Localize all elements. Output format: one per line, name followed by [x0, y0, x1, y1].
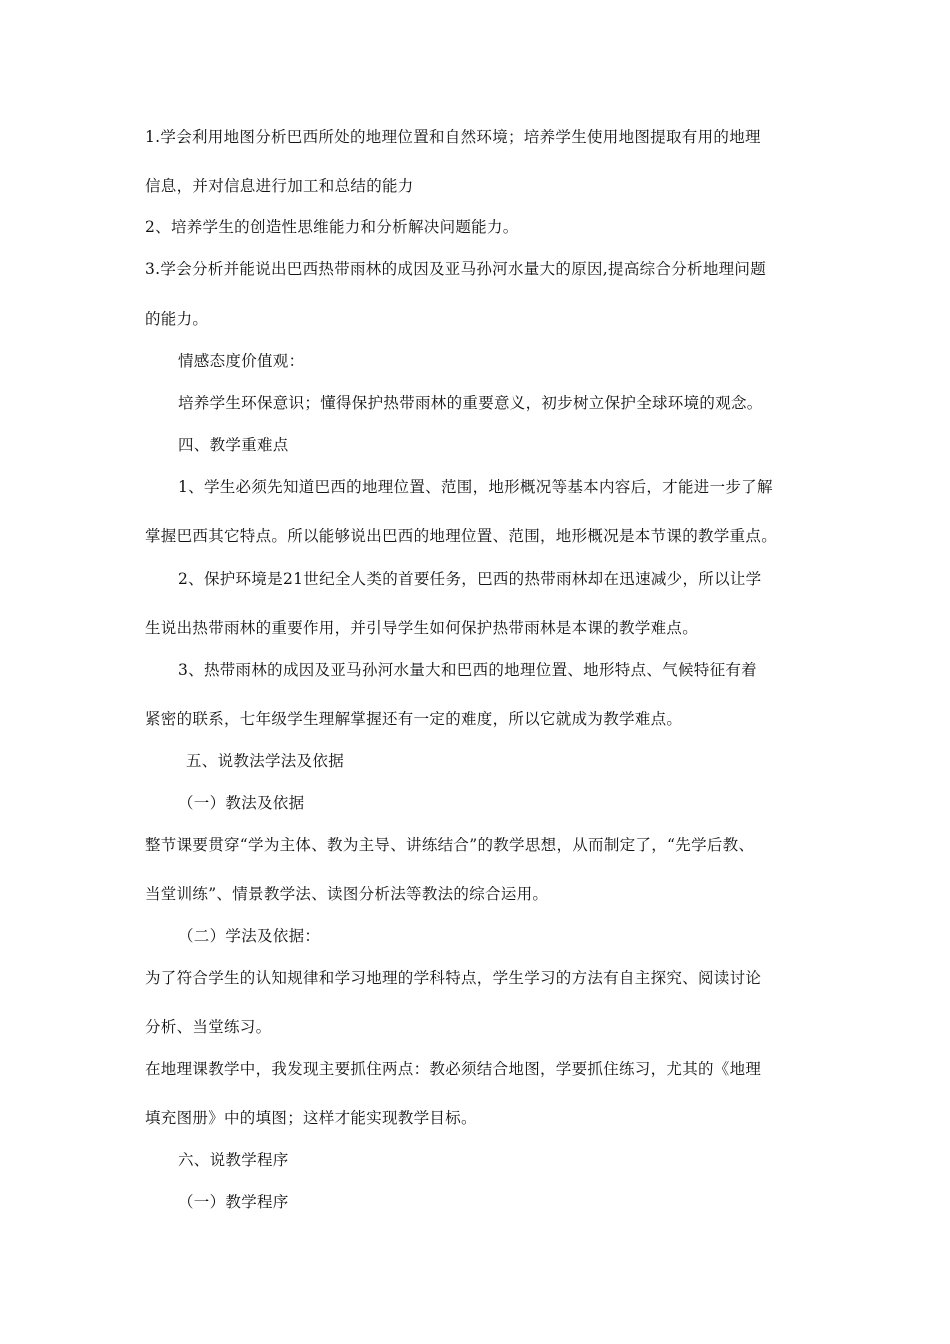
text-line: 的能力。 [145, 310, 209, 328]
section-heading: 五、说教法学法及依据 [186, 752, 345, 770]
text-line: 培养学生环保意识；懂得保护热带雨林的重要意义，初步树立保护全球环境的观念。 [178, 394, 763, 412]
subsection-heading: （一）教法及依据 [178, 794, 305, 812]
text-line: 在地理课教学中，我发现主要抓住两点：教必须结合地图，学要抓住练习，尤其的《地理 [145, 1060, 762, 1078]
text-line: 当堂训练”、情景教学法、读图分析法等教法的综合运用。 [145, 885, 549, 903]
text-line: 为了符合学生的认知规律和学习地理的学科特点，学生学习的方法有自主探究、阅读讨论 [145, 969, 762, 987]
text-line: 生说出热带雨林的重要作用，并引导学生如何保护热带雨林是本课的教学难点。 [145, 619, 699, 637]
subsection-heading: （二）学法及依据： [178, 927, 321, 945]
text-line: 信息，并对信息进行加工和总结的能力 [145, 177, 414, 195]
text-line: 3.学会分析并能说出巴西热带雨林的成因及亚马孙河水量大的原因,提高综合分析地理问题 [145, 260, 767, 278]
text-line: 1、学生必须先知道巴西的地理位置、范围，地形概况等基本内容后，才能进一步了解 [178, 478, 773, 496]
text-line: 填充图册》中的填图；这样才能实现教学目标。 [145, 1109, 477, 1127]
text-line: 整节课要贯穿“学为主体、教为主导、讲练结合”的教学思想，从而制定了，“先学后教、 [145, 836, 755, 854]
text-line: 1.学会利用地图分析巴西所处的地理位置和自然环境；培养学生使用地图提取有用的地理 [145, 128, 761, 146]
section-heading: 六、说教学程序 [178, 1151, 289, 1169]
text-line: 2、培养学生的创造性思维能力和分析解决问题能力。 [145, 218, 519, 236]
subsection-heading: （一）教学程序 [178, 1193, 289, 1211]
section-label: 情感态度价值观： [178, 352, 305, 370]
section-heading: 四、教学重难点 [178, 436, 289, 454]
text-line: 紧密的联系，七年级学生理解掌握还有一定的难度，所以它就成为教学难点。 [145, 710, 683, 728]
text-line: 2、保护环境是21世纪全人类的首要任务，巴西的热带雨林却在迅速减少，所以让学 [178, 570, 762, 588]
text-line: 掌握巴西其它特点。所以能够说出巴西的地理位置、范围，地形概况是本节课的教学重点。 [145, 527, 778, 545]
text-line: 3、热带雨林的成因及亚马孙河水量大和巴西的地理位置、地形特点、气候特征有着 [178, 661, 757, 679]
text-line: 分析、当堂练习。 [145, 1018, 272, 1036]
